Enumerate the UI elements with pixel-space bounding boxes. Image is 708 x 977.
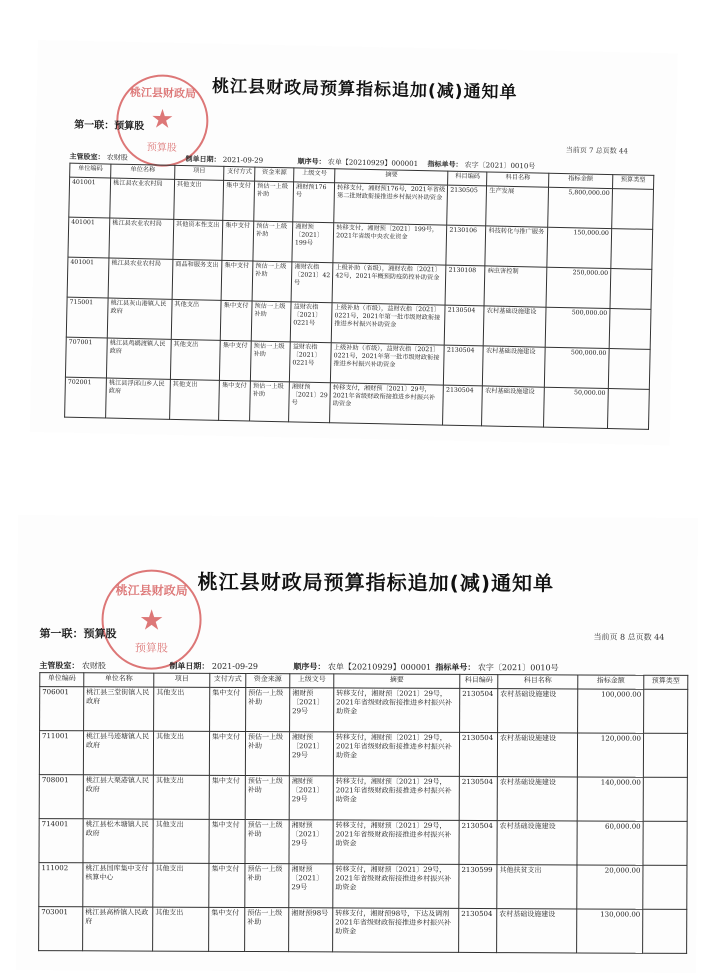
item-cell: 其他支出 — [171, 299, 221, 340]
column-header-subject-code: 科目编码 — [460, 674, 498, 688]
document-number-field: 指标单号： 农字〔2021〕0010号 — [427, 160, 536, 171]
payment-method-cell: 集中支付 — [209, 863, 245, 907]
subject-name-cell: 农村基础设施建设 — [497, 777, 577, 821]
amount-cell: 500,000.00 — [544, 347, 609, 388]
date-field: 制单日期： 2021-09-29 — [185, 155, 264, 165]
table-row — [40, 687, 688, 734]
amount-cell: 60,000.00 — [577, 821, 643, 865]
unit-name-cell: 桃江县松木塘镇人民政府 — [83, 819, 153, 863]
subject-code-cell: 2130504 — [444, 345, 484, 386]
amount-cell: 20,000.00 — [577, 865, 643, 909]
summary-cell: 转移支付，湘财预〔2021〕29号，2021年省级财政衔接推进乡村振兴补助资金 — [333, 820, 459, 865]
unit-name-cell: 桃江县灰山港镇人民政府 — [107, 298, 172, 339]
unit-code-cell: 711001 — [39, 731, 83, 775]
unit-code-cell: 706001 — [40, 687, 84, 731]
unit-name-cell: 桃江县浮邱山乡人民政府 — [106, 378, 171, 419]
payment-method-cell: 集中支付 — [210, 687, 246, 731]
subject-name-cell: 农村基础设施建设 — [498, 689, 578, 733]
star-icon: ★ — [138, 603, 165, 637]
finance-bureau-seal — [101, 569, 201, 669]
subject-code-cell: 2130599 — [459, 864, 497, 908]
subject-name-cell: 病虫害控制 — [484, 266, 547, 307]
fund-source-cell: 预估一上级补助 — [245, 819, 289, 863]
fund-source-cell: 预估一上级补助 — [253, 221, 293, 262]
summary-cell: 转移支付，湘财预〔2021〕29号，2021年省级财政衔接推进乡村振兴补助资金 — [334, 688, 460, 733]
table-row — [39, 731, 687, 778]
seal-bottom-text: 预算股 — [146, 142, 177, 154]
star-icon: ★ — [150, 104, 175, 135]
item-cell: 其他支出 — [153, 819, 209, 863]
unit-code-cell: 401001 — [67, 257, 109, 298]
item-cell: 其他支出 — [153, 907, 209, 951]
document-title: 桃江县财政局预算指标追加(减)通知单 — [197, 569, 555, 596]
subject-code-cell: 2130504 — [459, 908, 497, 952]
seal-bottom-text: 预算股 — [134, 641, 168, 655]
unit-name-cell: 桃江县农业农村局 — [109, 218, 174, 259]
reference-doc-cell: 益财农指〔2021〕0221号 — [290, 342, 332, 383]
subject-name-cell: 农村基础设施建设 — [497, 733, 577, 777]
amount-cell: 130,000.00 — [577, 909, 643, 953]
column-header-subject-name: 科目名称 — [487, 172, 549, 187]
fund-source-cell: 预估一上级补助 — [254, 181, 294, 222]
amount-cell: 500,000.00 — [545, 307, 610, 348]
column-header-unit-code: 单位编码 — [70, 163, 111, 178]
unit-code-cell: 714001 — [39, 819, 83, 863]
column-header-item: 项目 — [154, 673, 210, 687]
fund-source-cell: 预估一上级补助 — [245, 907, 289, 951]
sequence-field: 顺序号： 农单【20210929】000001 — [293, 662, 432, 672]
summary-cell: 转移支付，湘财预〔2021〕29号，2021年省级财政衔接推进乡村振兴补助资金 — [330, 383, 444, 425]
copy-label: 第一联：预算股 — [74, 119, 145, 133]
summary-cell: 转移支付，湘财预〔2021〕199号，2021年省级中央农业资金 — [333, 223, 447, 265]
summary-cell: 转移支付，湘财预98号，下达及调剂2021年省级财政衔接推进乡村振兴补助资金 — [333, 908, 459, 953]
unit-name-cell: 桃江县马迹塘镇人民政府 — [83, 731, 153, 775]
payment-method-cell: 集中支付 — [209, 775, 245, 819]
unit-code-cell: 111002 — [39, 863, 83, 907]
reference-doc-cell: 湘财预〔2021〕199号 — [292, 222, 334, 263]
page-info: 当前页 7 总页数 44 — [565, 146, 628, 156]
fund-source-cell: 预估一上级补助 — [250, 341, 290, 382]
column-header-fund-source: 资金来源 — [255, 167, 294, 182]
subject-code-cell: 2130504 — [460, 688, 498, 732]
table-row — [39, 819, 687, 866]
amount-cell: 140,000.00 — [577, 777, 643, 821]
column-header-unit-name: 单位名称 — [84, 673, 154, 687]
unit-name-cell: 桃江县农业农村局 — [110, 178, 175, 219]
reference-doc-cell: 湘财预〔2021〕29号 — [289, 382, 331, 423]
column-header-item: 项目 — [174, 165, 224, 180]
budget-type-cell — [643, 909, 687, 953]
sequence-field: 顺序号： 农单【20210929】000001 — [297, 157, 419, 168]
subject-code-cell: 2130505 — [447, 185, 487, 226]
seal-arc-text: 桃江县财政局 — [129, 85, 197, 101]
item-cell: 其他支出 — [153, 731, 209, 775]
subject-name-cell: 其他扶贫支出 — [497, 865, 577, 909]
reference-doc-cell: 湘财预〔2021〕29号 — [289, 732, 333, 776]
fund-source-cell: 预估一上级补助 — [245, 775, 289, 819]
summary-cell: 上级补助（市级），益财农指〔2021〕0221号，2021年第一批市级财政衔接推进乡村振兴补助资金 — [331, 343, 445, 385]
notice-sheet-page-7 — [30, 40, 678, 445]
subject-code-cell: 2130106 — [446, 225, 486, 266]
item-cell: 其他支出 — [154, 687, 210, 731]
unit-name-cell: 桃江县三堂街镇人民政府 — [84, 687, 154, 731]
column-header-summary: 摘要 — [335, 169, 448, 185]
column-header-subject-name: 科目名称 — [498, 675, 578, 689]
fund-source-cell: 预估一上级补助 — [250, 381, 290, 422]
reference-doc-cell: 湘财预〔2021〕29号 — [290, 688, 334, 732]
unit-code-cell: 708001 — [39, 775, 83, 819]
payment-method-cell: 集中支付 — [222, 220, 254, 261]
unit-name-cell: 桃江县国库集中支付核算中心 — [83, 863, 153, 907]
payment-method-cell: 集中支付 — [223, 180, 255, 221]
fund-source-cell: 预估一上级补助 — [245, 863, 289, 907]
unit-code-cell: 702001 — [65, 377, 107, 418]
fund-source-cell: 预估一上级补助 — [245, 731, 289, 775]
date-field: 制单日期： 2021-09-29 — [169, 661, 259, 672]
column-header-amount: 指标金额 — [578, 675, 644, 689]
column-header-payment-method: 支付方式 — [210, 673, 246, 687]
column-header-summary: 摘要 — [334, 674, 460, 689]
unit-name-cell: 桃江县农业农村局 — [108, 258, 173, 299]
budget-type-cell — [643, 777, 687, 821]
unit-code-cell: 703001 — [39, 907, 83, 951]
column-header-fund-source: 资金来源 — [246, 673, 290, 687]
budget-type-cell — [644, 689, 688, 733]
item-cell: 其他支出 — [174, 179, 224, 220]
document-number-field: 指标单号： 农字〔2021〕0010号 — [435, 662, 559, 673]
unit-code-cell: 715001 — [66, 297, 108, 338]
column-header-unit-code: 单位编码 — [40, 673, 84, 687]
column-header-budget-type: 预算类型 — [612, 175, 653, 190]
payment-method-cell: 集中支付 — [209, 731, 245, 775]
column-header-reference-doc: 上级文号 — [290, 674, 334, 688]
subject-code-cell: 2130504 — [459, 732, 497, 776]
payment-method-cell: 集中支付 — [220, 300, 252, 341]
reference-doc-cell: 湘财预98号 — [289, 908, 333, 952]
amount-cell: 50,000.00 — [544, 387, 609, 428]
summary-cell: 转移支付，湘财预〔2021〕29号，2021年省级财政衔接推进乡村振兴补助资金 — [333, 864, 459, 909]
reference-doc-cell: 湘财预176号 — [293, 182, 335, 223]
budget-type-cell — [611, 229, 653, 270]
payment-method-cell: 集中支付 — [220, 340, 252, 381]
item-cell: 商品和服务支出 — [172, 259, 222, 300]
budget-type-cell — [643, 821, 687, 865]
subject-code-cell: 2130504 — [459, 776, 497, 820]
unit-name-cell: 桃江县高桥镇人民政府 — [83, 907, 153, 951]
subject-code-cell: 2130504 — [445, 305, 485, 346]
summary-cell: 转移支付，湘财预〔2021〕29号，2021年省级财政衔接推进乡村振兴补助资金 — [333, 776, 459, 821]
amount-cell: 150,000.00 — [547, 227, 612, 268]
budget-table — [38, 672, 688, 954]
budget-type-cell — [608, 349, 650, 390]
unit-code-cell: 707001 — [65, 337, 107, 378]
subject-code-cell: 2130504 — [443, 385, 483, 426]
budget-table — [64, 163, 654, 430]
payment-method-cell: 集中支付 — [219, 380, 251, 421]
subject-name-cell: 农村基础设施建设 — [497, 909, 577, 953]
copy-label: 第一联：预算股 — [39, 627, 117, 641]
subject-name-cell: 农村基础设施建设 — [484, 306, 547, 347]
subject-name-cell: 科技转化与推广服务 — [485, 226, 548, 267]
summary-cell: 上级补助（省级），湘财农指〔2021〕42号，2021年概预防疫防控补助资金 — [332, 263, 446, 305]
reference-doc-cell: 益财农指〔2021〕0221号 — [290, 302, 332, 343]
payment-method-cell: 集中支付 — [209, 819, 245, 863]
budget-type-cell — [610, 269, 652, 310]
summary-cell: 转移支付，湘财预176号，2021年省级第二批财政衔接推进乡村振兴补助资金 — [334, 183, 448, 225]
fund-source-cell: 预估一上级补助 — [251, 301, 291, 342]
budget-type-cell — [643, 733, 687, 777]
summary-cell: 上级补助（市级），益财农指〔2021〕0221号，2021年第一批市级财政衔接推进乡村振兴补助资金 — [331, 303, 445, 345]
supervisor-field: 主管股室： 农财股 — [39, 661, 106, 671]
payment-method-cell: 集中支付 — [221, 260, 253, 301]
table-row — [39, 907, 687, 954]
amount-cell: 100,000.00 — [578, 689, 644, 733]
unit-name-cell: 桃江县大栗港镇人民政府 — [83, 775, 153, 819]
item-cell: 其他支出 — [169, 379, 219, 420]
table-row — [39, 863, 687, 910]
reference-doc-cell: 湘财农指〔2021〕42号 — [291, 262, 333, 303]
subject-name-cell: 农村基础设施建设 — [497, 821, 577, 865]
subject-name-cell: 生产发展 — [486, 186, 549, 227]
summary-cell: 转移支付，湘财预〔2021〕29号，2021年省级财政衔接推进乡村振兴补助资金 — [333, 732, 459, 777]
item-cell: 其他支出 — [153, 775, 209, 819]
column-header-reference-doc: 上级文号 — [294, 168, 335, 183]
document-title: 桃江县财政局预算指标追加(减)通知单 — [211, 76, 518, 104]
unit-name-cell: 桃江县鸬鹚渡镇人民政府 — [107, 338, 172, 379]
reference-doc-cell: 湘财预〔2021〕29号 — [289, 776, 333, 820]
subject-code-cell: 2130504 — [459, 820, 497, 864]
subject-code-cell: 2130108 — [445, 265, 485, 306]
column-header-budget-type: 预算类型 — [644, 675, 688, 689]
column-header-amount: 指标金额 — [549, 173, 613, 188]
table-row — [39, 775, 687, 822]
budget-type-cell — [643, 865, 687, 909]
subject-name-cell: 农村基础设施建设 — [482, 386, 545, 427]
item-cell: 其他支出 — [170, 339, 220, 380]
notice-sheet-page-8 — [16, 515, 698, 973]
column-header-payment-method: 支付方式 — [224, 166, 255, 181]
supervisor-field: 主管股室： 农财股 — [69, 152, 128, 162]
seal-arc-text: 桃江县财政局 — [115, 583, 188, 598]
column-header-unit-name: 单位名称 — [111, 164, 175, 179]
unit-code-cell: 401001 — [68, 217, 110, 258]
page-info: 当前页 8 总页数 44 — [593, 632, 665, 642]
unit-code-cell: 401001 — [69, 177, 111, 218]
budget-type-cell — [611, 189, 653, 230]
item-cell: 其他支出 — [153, 863, 209, 907]
fund-source-cell: 预估一上级补助 — [252, 261, 292, 302]
fund-source-cell: 预估一上级补助 — [246, 687, 290, 731]
subject-name-cell: 农村基础设施建设 — [483, 346, 546, 387]
amount-cell: 250,000.00 — [546, 267, 611, 308]
amount-cell: 5,800,000.00 — [548, 187, 613, 228]
budget-type-cell — [609, 309, 651, 350]
column-header-subject-code: 科目编码 — [448, 171, 487, 186]
payment-method-cell: 集中支付 — [209, 907, 245, 951]
amount-cell: 120,000.00 — [577, 733, 643, 777]
reference-doc-cell: 湘财预〔2021〕29号 — [289, 864, 333, 908]
reference-doc-cell: 湘财预〔2021〕29号 — [289, 820, 333, 864]
item-cell: 其他资本性支出 — [173, 219, 223, 260]
budget-type-cell — [607, 389, 649, 430]
